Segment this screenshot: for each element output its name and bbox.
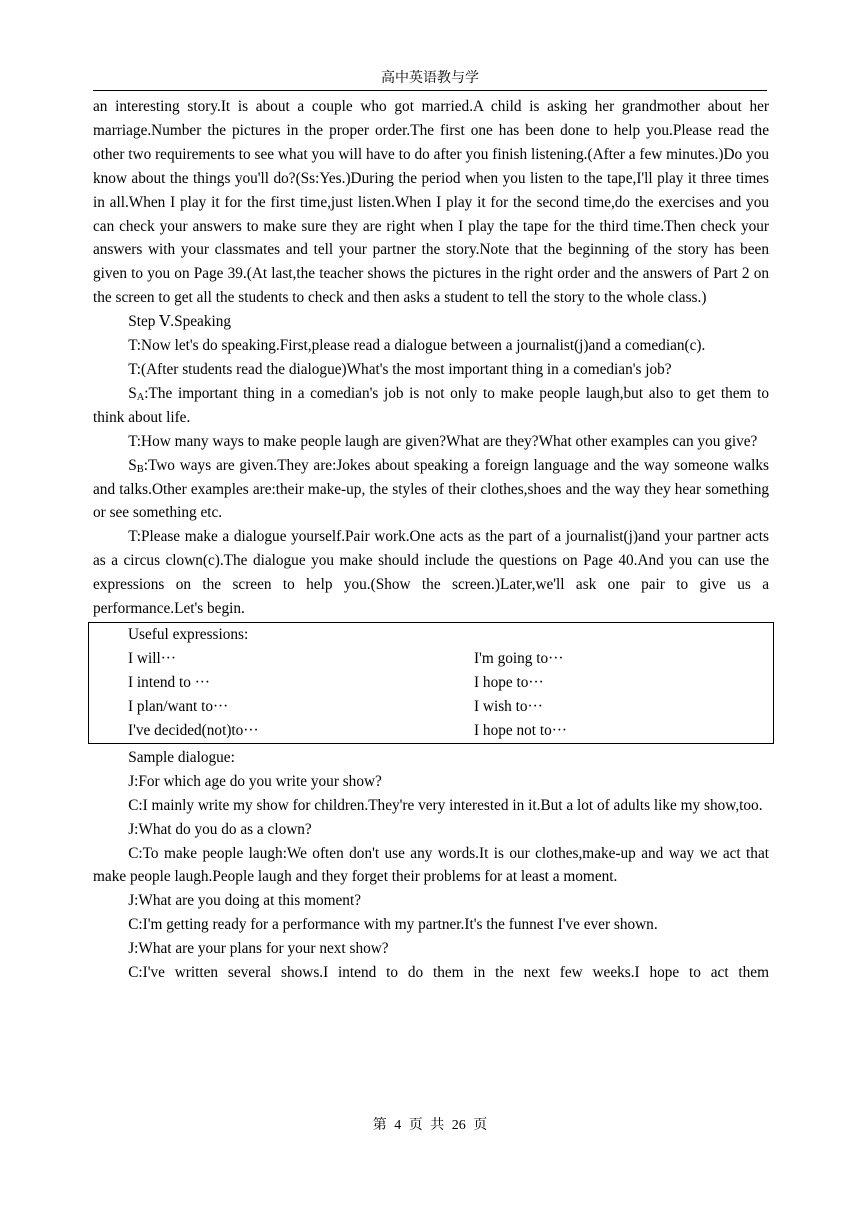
sample-dialogue-heading: Sample dialogue: xyxy=(128,748,235,766)
expression-item: I will··· xyxy=(128,649,176,667)
paragraph-story-instructions: an interesting story.It is about a couple who got married.A child is asking her grandmother about her marriage.Number the pictures in the proper order.The first one has been done to help you.Please read the other two requirements to see what you will have to do after you finish listening.(After a few minutes.)Do you know about the things you'll do?(Ss:Yes.)During the period when you listen to the tape,I'll play it three times in all.When I play it for the first time,just listen.When I play it for the second time,do the exercises and you can check your answers to make sure they are right when I play the tape for the third time.Then check your answers with your classmates and tell your partner the story.Note that the beginning of the story has been given to you on Page 39.(At last,the teacher shows the pictures in the right order and the answers of Part 2 on the screen to get all the students to check and then asks a student to tell the story to the whole class.) xyxy=(93,98,769,307)
header-divider xyxy=(93,90,767,91)
page-body xyxy=(93,95,769,985)
dialogue-line: C:I'm getting ready for a performance with my partner.It's the funnest I've ever shown. xyxy=(128,916,658,934)
expressions-row xyxy=(128,671,773,695)
speaker-label: S xyxy=(128,456,137,474)
expressions-title: Useful expressions: xyxy=(128,625,249,643)
expression-item: I hope not to··· xyxy=(474,721,568,739)
dialogue-line: J:What do you do as a clown? xyxy=(128,820,312,838)
paragraph-teacher-question-2: T:How many ways to make people laugh are given?What are they?What other examples can you give? xyxy=(128,432,758,450)
expression-item: I plan/want to··· xyxy=(128,697,229,715)
paragraph-student-a-answer xyxy=(93,382,769,430)
dialogue-line: C:To make people laugh:We often don't use any words.It is our clothes,make-up and way we act that make people laugh.People laugh and they forget their problems for at least a moment. xyxy=(93,844,769,886)
paragraph-student-b-answer xyxy=(93,454,769,526)
expressions-row xyxy=(128,695,773,719)
paragraph-speaking-intro: T:Now let's do speaking.First,please read a dialogue between a journalist(j)and a comedian(c). xyxy=(128,337,706,355)
expression-item: I intend to ··· xyxy=(128,673,210,691)
paragraph-teacher-question-1: T:(After students read the dialogue)What's the most important thing in a comedian's job? xyxy=(128,360,672,378)
expression-item: I hope to··· xyxy=(474,673,544,691)
useful-expressions-box xyxy=(88,622,774,744)
speaker-label: S xyxy=(128,384,137,402)
answer-text: :Two ways are given.They are:Jokes about speaking a foreign language and the way someone walks and talks.Other examples are:their make-up, the styles of their clothes,shoes and the way they hear something or see something etc. xyxy=(93,456,769,522)
expression-item: I've decided(not)to··· xyxy=(128,721,259,739)
paragraph-pair-work: T:Please make a dialogue yourself.Pair work.One acts as the part of a journalist(j)and your partner acts as a circus clown(c).The dialogue you make should include the questions on Page 40.And you can use the expressions on the screen to help you.(Show the screen.)Later,we'll ask one pair to give us a performance.Let's begin. xyxy=(93,528,769,618)
step-heading: Step Ⅴ.Speaking xyxy=(128,313,232,331)
page-header-title: 高中英语教与学 xyxy=(381,71,479,86)
dialogue-line: J:What are you doing at this moment? xyxy=(128,892,361,910)
expression-item: I'm going to··· xyxy=(474,649,564,667)
speaker-subscript: A xyxy=(136,391,145,403)
page-number-footer: 第 4 页 共 26 页 xyxy=(372,1118,488,1133)
speaker-subscript: B xyxy=(136,463,144,475)
dialogue-line: J:For which age do you write your show? xyxy=(128,772,382,790)
dialogue-line: C:I mainly write my show for children.They're very interested in it.But a lot of adults like my show,too. xyxy=(128,796,763,814)
expressions-row xyxy=(128,719,773,743)
expression-item: I wish to··· xyxy=(474,697,543,715)
answer-text: :The important thing in a comedian's job is not only to make people laugh,but also to get them to think about life. xyxy=(93,384,769,426)
dialogue-line: J:What are your plans for your next show? xyxy=(128,940,389,958)
dialogue-line: C:I've written several shows.I intend to do them in the next few weeks.I hope to act them xyxy=(128,964,769,982)
expressions-row xyxy=(128,647,773,671)
